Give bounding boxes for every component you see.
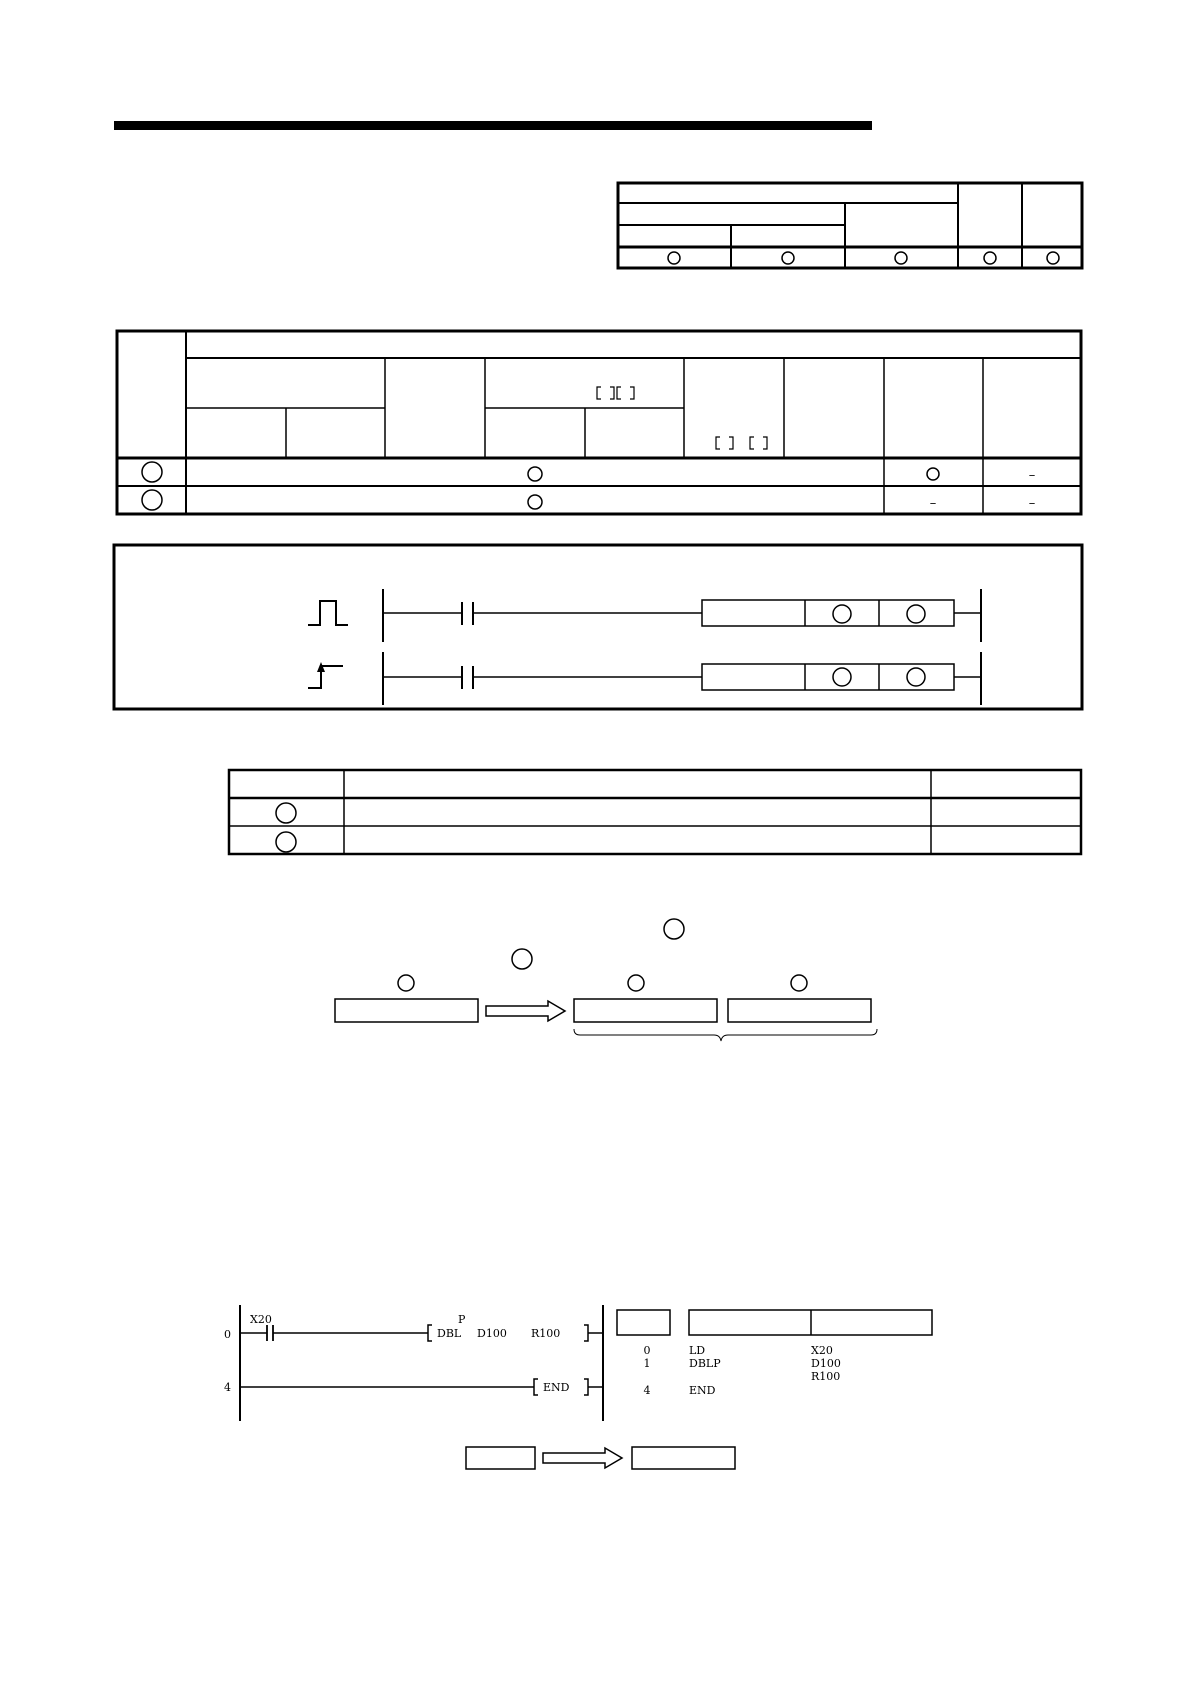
list-row2-dev2: R100 xyxy=(811,1370,841,1383)
format1-d-circle xyxy=(907,605,925,623)
function-source-circle xyxy=(398,975,414,991)
cpu-table xyxy=(618,183,1082,268)
ladder-instruction: DBL xyxy=(437,1327,462,1340)
function-diagram xyxy=(335,919,877,1041)
ladder-operand-d: R100 xyxy=(531,1327,561,1340)
cpu-mark-4 xyxy=(984,252,996,264)
setting-row1-circle xyxy=(276,803,296,823)
function-dest-low-circle xyxy=(791,975,807,991)
ladder-pulse-suffix: P xyxy=(458,1313,466,1326)
format1-s-circle xyxy=(833,605,851,623)
section-heading-rule xyxy=(114,121,872,130)
ladder-step-0: 0 xyxy=(224,1328,231,1341)
device-table xyxy=(117,331,1081,514)
example-dest-box xyxy=(632,1447,735,1469)
example-result-diagram xyxy=(466,1447,735,1469)
list-row1-step: 0 xyxy=(643,1344,651,1357)
example-arrow-icon xyxy=(543,1448,622,1468)
device-row1-usable-mark xyxy=(528,467,542,481)
execution-rising-edge-icon xyxy=(308,666,343,688)
ladder-end: END xyxy=(543,1381,570,1394)
function-source-box xyxy=(335,999,478,1022)
ladder-step-4: 4 xyxy=(224,1381,231,1394)
device-row1-col9: – xyxy=(1028,468,1036,483)
list-header-step-box xyxy=(617,1310,670,1335)
function-note-circle-1 xyxy=(664,919,684,939)
list-row3-inst: END xyxy=(689,1384,716,1397)
function-dest-low-box xyxy=(728,999,871,1022)
function-arrow-icon xyxy=(486,1001,565,1021)
list-row1-inst: LD xyxy=(689,1344,706,1357)
program-list xyxy=(617,1310,932,1335)
device-row2-col9: – xyxy=(1028,496,1036,511)
program-ladder xyxy=(240,1305,603,1421)
instruction-format-box xyxy=(114,545,1082,709)
execution-pulse-icon xyxy=(308,601,348,625)
list-row1-dev: X20 xyxy=(811,1344,833,1357)
cpu-mark-5 xyxy=(1047,252,1059,264)
instruction-block-1 xyxy=(702,600,954,626)
function-dest-high-box xyxy=(574,999,717,1022)
setting-row2-circle xyxy=(276,832,296,852)
list-row3-step: 4 xyxy=(643,1384,651,1397)
device-row2-col8: – xyxy=(929,496,937,511)
function-dest-high-circle xyxy=(628,975,644,991)
device-row1-index-circle xyxy=(142,462,162,482)
function-brace xyxy=(574,1029,877,1041)
device-row2-index-circle xyxy=(142,490,162,510)
ladder-operand-s: D100 xyxy=(477,1327,507,1340)
cpu-mark-2 xyxy=(782,252,794,264)
cpu-mark-3 xyxy=(895,252,907,264)
format2-s-circle xyxy=(833,668,851,686)
list-row2-inst: DBLP xyxy=(689,1357,721,1370)
list-row2-step: 1 xyxy=(643,1357,651,1370)
setting-data-table xyxy=(229,770,1081,854)
format2-d-circle xyxy=(907,668,925,686)
device-row2-usable-mark xyxy=(528,495,542,509)
list-row2-dev1: D100 xyxy=(811,1357,841,1370)
function-note-circle-2 xyxy=(512,949,532,969)
device-row1-col8-mark xyxy=(927,468,939,480)
cpu-mark-1 xyxy=(668,252,680,264)
example-source-box xyxy=(466,1447,535,1469)
ladder-contact-label: X20 xyxy=(250,1313,272,1326)
